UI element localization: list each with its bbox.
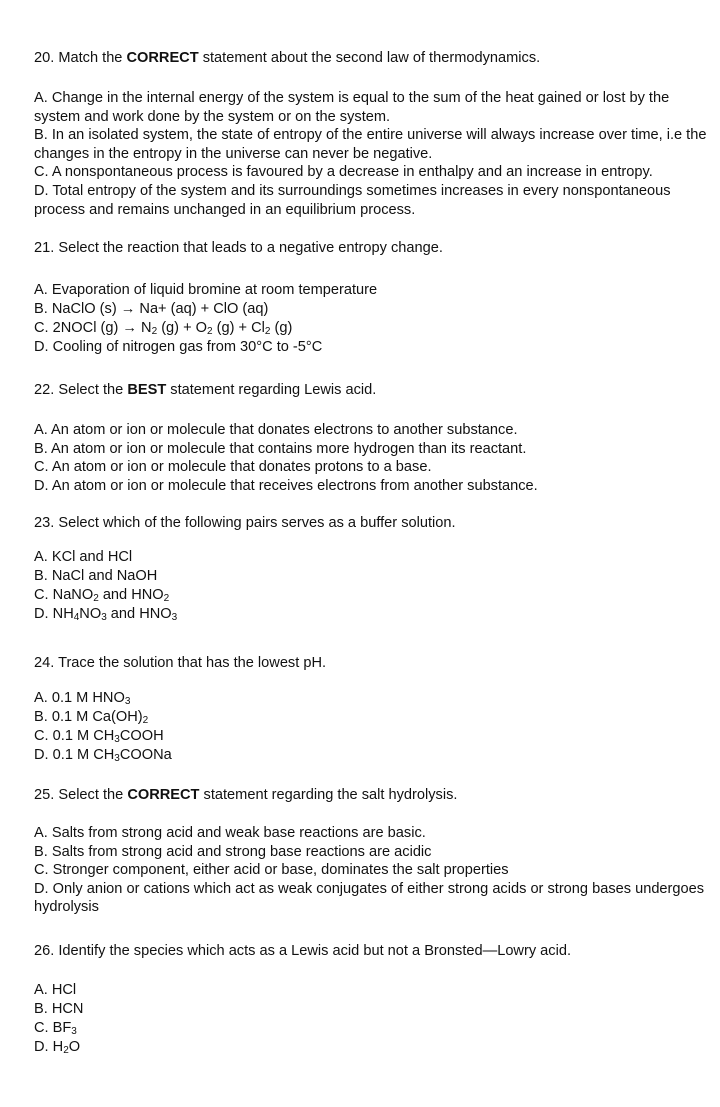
option-b: B. NaClO (s) → Na+ (aq) + ClO (aq): [34, 301, 269, 317]
emphasis-correct: CORRECT: [126, 50, 199, 66]
question-25-stem: 25. Select the CORRECT statement regarding the salt hydrolysis.: [34, 787, 458, 803]
option-b: B. 0.1 M $Ca(OH)_2$: [34, 709, 149, 726]
option-b: B. HCN: [34, 1001, 84, 1017]
question-22-options: [34, 421, 716, 495]
question-24-options: [34, 689, 716, 765]
question-24-stem: 24. Trace the solution that has the lowest pH.: [34, 655, 327, 671]
question-21-options: [34, 281, 716, 357]
question-23: [34, 514, 716, 624]
emphasis-correct: CORRECT: [127, 787, 200, 803]
question-20: [34, 49, 716, 219]
option-d: D. 0.1 M $CH_3COONa$: [34, 747, 172, 764]
option-a: A. 0.1 M $HNO_3$: [34, 690, 131, 707]
question-20-options: [34, 89, 716, 219]
question-20-stem: 20. Match the CORRECT statement about the second law of thermodynamics.: [34, 50, 541, 66]
option-b: B. An atom or ion or molecule that contains more hydrogen than its reactant.: [34, 440, 527, 457]
question-26: [34, 942, 716, 1057]
question-25-options: [34, 824, 716, 917]
option-a: A. Salts from strong acid and weak base reactions are basic.: [34, 825, 426, 841]
option-c: C. 2NOCl $(g) \to N_2$ $(g) + O_2$ $(g) + Cl_2$ (g): [34, 320, 293, 337]
emphasis-best: BEST: [127, 382, 167, 398]
option-d: D. An atom or ion or molecule that receives electrons from another substance.: [34, 477, 538, 494]
question-21: [34, 239, 716, 357]
option-d: D. Cooling of nitrogen gas from 30°C to -5°C: [34, 339, 323, 355]
option-c: C. $BF_3$: [34, 1020, 77, 1037]
question-25: [34, 786, 716, 917]
option-a: A. Evaporation of liquid bromine at room temperature: [34, 282, 378, 298]
option-a: A. KCl and HCl: [34, 549, 133, 565]
option-a: A. An atom or ion or molecule that donates electrons to another substance.: [34, 422, 518, 438]
option-b: B. NaCl and NaOH: [34, 568, 158, 584]
option-d: D. Total entropy of the system and its surroundings sometimes increases in every nonspontaneous process and remains unchanged in an equilibrium process.: [34, 182, 671, 218]
question-23-options: [34, 548, 716, 624]
option-a: A. Change in the internal energy of the system is equal to the sum of the heat gained or lost by the system and work done by the system or on the system.: [34, 90, 670, 125]
option-b: B. Salts from strong acid and strong base reactions are acidic: [34, 843, 432, 860]
question-22: [34, 381, 716, 495]
option-d: D. Only anion or cations which act as weak conjugates of either strong acids or strong bases undergoes hydrolysis: [34, 880, 705, 916]
question-26-options: [34, 981, 716, 1057]
option-a: A. HCl: [34, 982, 77, 998]
question-24: [34, 654, 716, 765]
option-c: C. 0.1 M $CH_3COOH$: [34, 728, 164, 745]
question-23-stem: 23. Select which of the following pairs serves as a buffer solution.: [34, 515, 456, 531]
option-c: C. A nonspontaneous process is favoured by a decrease in enthalpy and an increase in entropy.: [34, 164, 653, 181]
option-c: C. An atom or ion or molecule that donates protons to a base.: [34, 459, 432, 476]
question-21-stem: 21. Select the reaction that leads to a negative entropy change.: [34, 240, 443, 256]
question-26-stem: 26. Identify the species which acts as a Lewis acid but not a Bronsted—Lowry acid.: [34, 943, 572, 959]
option-d: D. $NH_4NO_3$ and $HNO_3$: [34, 606, 178, 623]
option-d: D. $H_2O$: [34, 1039, 81, 1056]
option-c: C. Stronger component, either acid or base, dominates the salt properties: [34, 862, 509, 879]
question-22-stem: 22. Select the BEST statement regarding Lewis acid.: [34, 382, 377, 398]
option-c: C. NaNO$_2$ and $HNO_2$: [34, 587, 170, 604]
option-b: B. In an isolated system, the state of entropy of the entire universe will always increase over time, i.e the changes in the entropy in the universe can never be negative.: [34, 127, 707, 162]
